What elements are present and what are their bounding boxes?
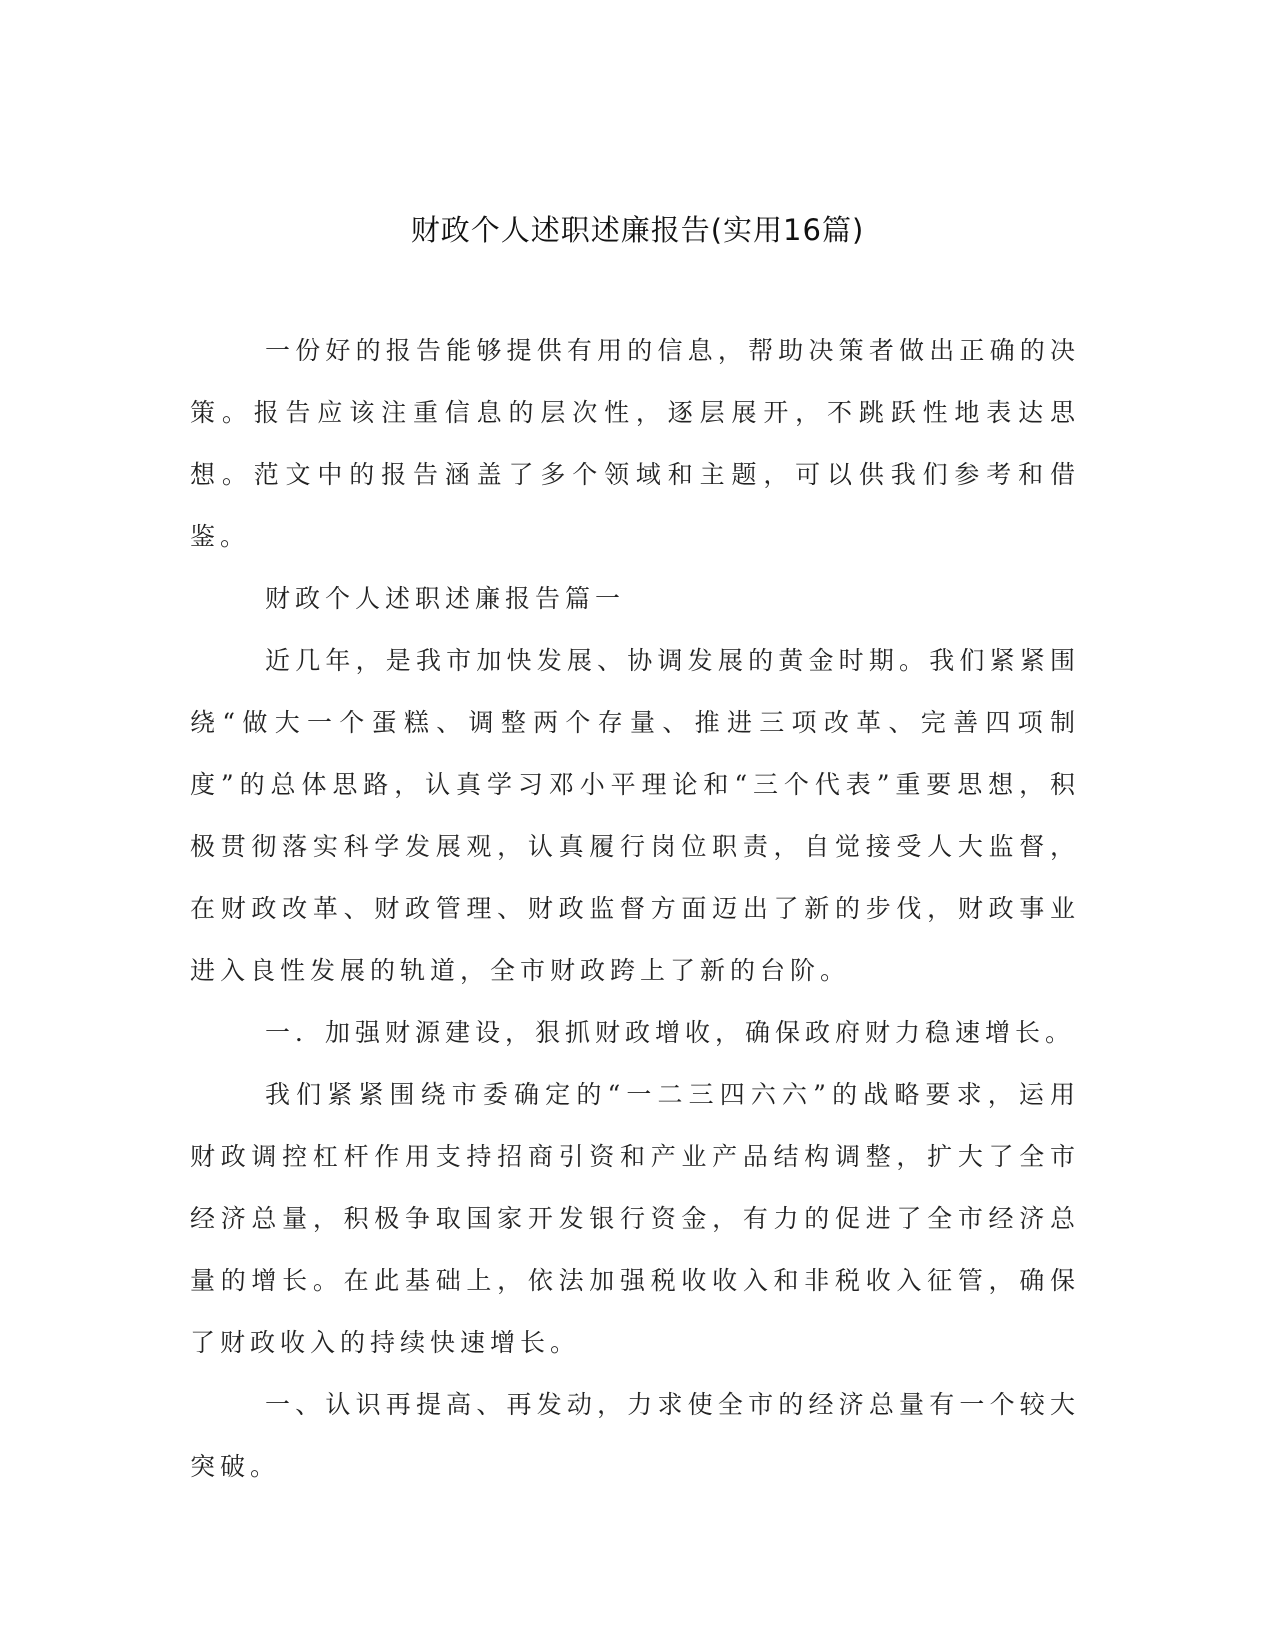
intro-paragraph: 一份好的报告能够提供有用的信息，帮助决策者做出正确的决策。报告应该注重信息的层次性，逐层展开，不跳跃性地表达思想。范文中的报告涵盖了多个领域和主题，可以供我们参考和借鉴。	[190, 336, 1080, 551]
body-paragraph: 近几年，是我市加快发展、协调发展的黄金时期。我们紧紧围绕“做大一个蛋糕、调整两个存量、推进三项改革、完善四项制度”的总体思路，认真学习邓小平理论和“三个代表”重要思想，积极贯彻落实科学发展观，认真履行岗位职责，自觉接受人大监督，在财政改革、财政管理、财政监督方面迈出了新的步伐，财政事业进入良性发展的轨道，全市财政跨上了新的台阶。	[190, 646, 1080, 985]
body-paragraph: 我们紧紧围绕市委确定的“一二三四六六”的战略要求，运用财政调控杠杆作用支持招商引资和产业产品结构调整，扩大了全市经济总量，积极争取国家开发银行资金，有力的促进了全市经济总量的增长。在此基础上，依法加强税收收入和非税收入征管，确保了财政收入的持续快速增长。	[190, 1080, 1080, 1357]
subsection-heading: 一．加强财源建设，狠抓财政增收，确保政府财力稳速增长。	[265, 1018, 1076, 1047]
section-heading: 财政个人述职述廉报告篇一	[265, 584, 626, 613]
document-body	[190, 320, 1080, 1498]
document-title: 财政个人述职述廉报告(实用16篇)	[410, 213, 865, 247]
body-paragraph: 一、认识再提高、再发动，力求使全市的经济总量有一个较大突破。	[190, 1390, 1080, 1481]
